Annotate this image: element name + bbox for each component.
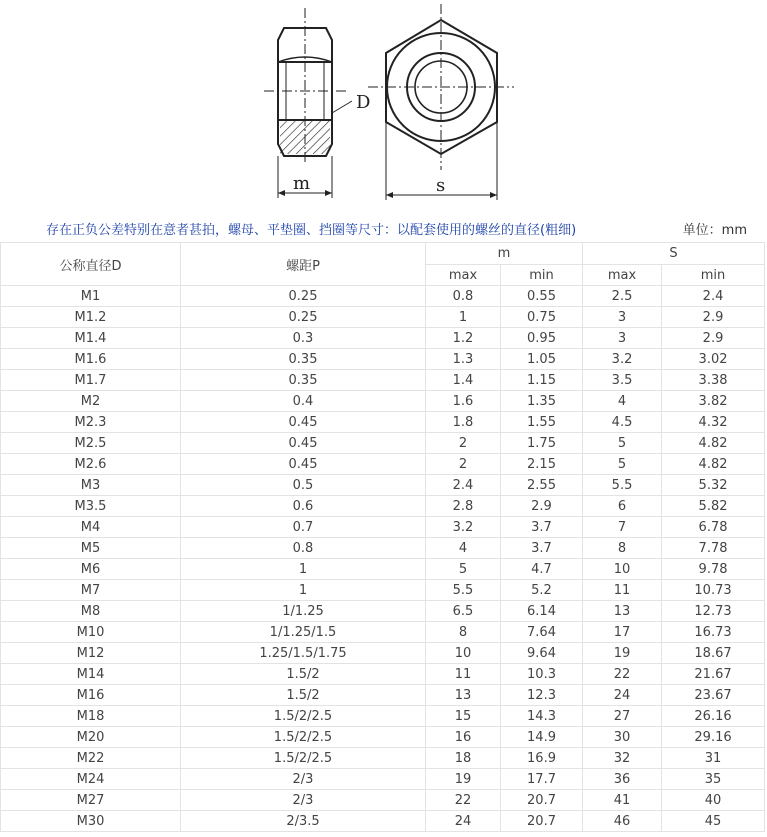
cell-pitch: 0.45 [181, 454, 426, 475]
cell-s-min: 3.82 [662, 391, 765, 412]
cell-pitch: 0.7 [181, 517, 426, 538]
cell-m-min: 20.7 [501, 811, 583, 832]
cell-m-max: 0.8 [426, 286, 501, 307]
cell-s-max: 27 [583, 706, 662, 727]
table-row [1, 475, 765, 496]
cell-s-min: 18.67 [662, 643, 765, 664]
table-header-row [1, 243, 765, 265]
hex-nut-diagram [0, 0, 767, 212]
table-row [1, 601, 765, 622]
cell-pitch: 1/1.25 [181, 601, 426, 622]
cell-pitch: 1.5/2/2.5 [181, 748, 426, 769]
cell-diameter: M20 [1, 727, 181, 748]
cell-m-max: 24 [426, 811, 501, 832]
table-row [1, 391, 765, 412]
cell-pitch: 0.45 [181, 433, 426, 454]
cell-m-min: 2.55 [501, 475, 583, 496]
table-row [1, 748, 765, 769]
table-row [1, 706, 765, 727]
cell-m-min: 14.9 [501, 727, 583, 748]
cell-diameter: M14 [1, 664, 181, 685]
cell-m-max: 2.8 [426, 496, 501, 517]
table-row [1, 559, 765, 580]
cell-s-max: 3 [583, 328, 662, 349]
cell-s-max: 7 [583, 517, 662, 538]
header-m-min: min [501, 265, 583, 286]
cell-s-min: 3.38 [662, 370, 765, 391]
cell-m-min: 14.3 [501, 706, 583, 727]
table-row [1, 370, 765, 391]
cell-m-min: 1.75 [501, 433, 583, 454]
cell-diameter: M10 [1, 622, 181, 643]
table-body [1, 286, 765, 832]
cell-s-min: 4.32 [662, 412, 765, 433]
table-row [1, 328, 765, 349]
cell-diameter: M22 [1, 748, 181, 769]
cell-pitch: 0.6 [181, 496, 426, 517]
cell-diameter: M16 [1, 685, 181, 706]
cell-m-max: 6.5 [426, 601, 501, 622]
table-row [1, 286, 765, 307]
cell-m-max: 11 [426, 664, 501, 685]
header-s: S [583, 243, 765, 265]
cell-pitch: 0.5 [181, 475, 426, 496]
cell-s-min: 31 [662, 748, 765, 769]
cell-diameter: M2.6 [1, 454, 181, 475]
table-row [1, 769, 765, 790]
cell-m-min: 12.3 [501, 685, 583, 706]
cell-s-min: 4.82 [662, 433, 765, 454]
cell-m-min: 16.9 [501, 748, 583, 769]
cell-m-max: 5.5 [426, 580, 501, 601]
header-s-max: max [583, 265, 662, 286]
table-row [1, 538, 765, 559]
cell-diameter: M1.6 [1, 349, 181, 370]
table-row [1, 433, 765, 454]
cell-s-min: 35 [662, 769, 765, 790]
cell-m-min: 2.15 [501, 454, 583, 475]
cell-m-min: 0.75 [501, 307, 583, 328]
cell-m-max: 1.6 [426, 391, 501, 412]
cell-m-max: 15 [426, 706, 501, 727]
cell-m-max: 4 [426, 538, 501, 559]
cell-diameter: M7 [1, 580, 181, 601]
cell-pitch: 0.4 [181, 391, 426, 412]
table-row [1, 643, 765, 664]
cell-m-min: 6.14 [501, 601, 583, 622]
cell-m-max: 1 [426, 307, 501, 328]
cell-m-min: 9.64 [501, 643, 583, 664]
cell-pitch: 0.3 [181, 328, 426, 349]
cell-s-max: 2.5 [583, 286, 662, 307]
cell-s-max: 3.2 [583, 349, 662, 370]
cell-m-min: 3.7 [501, 517, 583, 538]
unit-label: 单位：mm [682, 223, 747, 238]
cell-m-max: 8 [426, 622, 501, 643]
cell-diameter: M12 [1, 643, 181, 664]
header-diameter: 公称直径D [1, 243, 181, 286]
cell-pitch: 2/3 [181, 790, 426, 811]
cell-pitch: 0.35 [181, 349, 426, 370]
hex-nut-drawing [0, 0, 767, 212]
cell-s-min: 5.32 [662, 475, 765, 496]
label-d: D [356, 92, 371, 113]
cell-s-max: 6 [583, 496, 662, 517]
header-m: m [426, 243, 583, 265]
table-row [1, 622, 765, 643]
cell-m-min: 1.05 [501, 349, 583, 370]
table-row [1, 517, 765, 538]
cell-pitch: 2/3 [181, 769, 426, 790]
cell-m-max: 1.4 [426, 370, 501, 391]
cell-pitch: 2/3.5 [181, 811, 426, 832]
cell-s-min: 6.78 [662, 517, 765, 538]
cell-m-max: 3.2 [426, 517, 501, 538]
cell-pitch: 1.5/2/2.5 [181, 727, 426, 748]
cell-m-min: 17.7 [501, 769, 583, 790]
cell-diameter: M1.2 [1, 307, 181, 328]
cell-s-max: 11 [583, 580, 662, 601]
cell-pitch: 1.5/2 [181, 685, 426, 706]
table-row [1, 307, 765, 328]
cell-s-max: 19 [583, 643, 662, 664]
cell-pitch: 1.5/2/2.5 [181, 706, 426, 727]
cell-diameter: M8 [1, 601, 181, 622]
cell-s-min: 29.16 [662, 727, 765, 748]
cell-m-min: 2.9 [501, 496, 583, 517]
cell-s-max: 17 [583, 622, 662, 643]
cell-s-max: 22 [583, 664, 662, 685]
cell-pitch: 1.5/2 [181, 664, 426, 685]
cell-m-max: 16 [426, 727, 501, 748]
cell-m-max: 2 [426, 454, 501, 475]
table-row [1, 664, 765, 685]
cell-s-min: 2.9 [662, 328, 765, 349]
cell-s-max: 8 [583, 538, 662, 559]
cell-pitch: 1/1.25/1.5 [181, 622, 426, 643]
cell-m-min: 0.95 [501, 328, 583, 349]
cell-s-max: 24 [583, 685, 662, 706]
cell-s-max: 32 [583, 748, 662, 769]
table-row [1, 580, 765, 601]
cell-pitch: 0.45 [181, 412, 426, 433]
table-row [1, 811, 765, 832]
cell-s-min: 23.67 [662, 685, 765, 706]
cell-s-max: 3.5 [583, 370, 662, 391]
cell-m-max: 1.2 [426, 328, 501, 349]
cell-pitch: 0.35 [181, 370, 426, 391]
cell-diameter: M2.5 [1, 433, 181, 454]
cell-diameter: M2.3 [1, 412, 181, 433]
cell-m-min: 3.7 [501, 538, 583, 559]
cell-s-min: 2.9 [662, 307, 765, 328]
cell-pitch: 1 [181, 580, 426, 601]
cell-m-max: 13 [426, 685, 501, 706]
cell-s-min: 26.16 [662, 706, 765, 727]
nut-side-view [264, 8, 352, 198]
header-pitch: 螺距P [181, 243, 426, 286]
cell-diameter: M27 [1, 790, 181, 811]
table-row [1, 790, 765, 811]
cell-s-min: 40 [662, 790, 765, 811]
label-s: s [436, 175, 446, 196]
cell-pitch: 0.8 [181, 538, 426, 559]
cell-diameter: M24 [1, 769, 181, 790]
cell-s-min: 12.73 [662, 601, 765, 622]
cell-s-max: 5 [583, 454, 662, 475]
cell-m-min: 5.2 [501, 580, 583, 601]
cell-s-max: 4 [583, 391, 662, 412]
cell-m-max: 22 [426, 790, 501, 811]
cell-diameter: M30 [1, 811, 181, 832]
cell-s-min: 9.78 [662, 559, 765, 580]
cell-m-min: 0.55 [501, 286, 583, 307]
table-row [1, 727, 765, 748]
cell-s-min: 10.73 [662, 580, 765, 601]
cell-s-max: 5.5 [583, 475, 662, 496]
cell-s-max: 10 [583, 559, 662, 580]
cell-diameter: M2 [1, 391, 181, 412]
label-m: m [293, 173, 311, 194]
cell-pitch: 0.25 [181, 307, 426, 328]
cell-diameter: M18 [1, 706, 181, 727]
cell-s-min: 5.82 [662, 496, 765, 517]
cell-s-min: 2.4 [662, 286, 765, 307]
cell-m-min: 10.3 [501, 664, 583, 685]
cell-s-max: 5 [583, 433, 662, 454]
cell-diameter: M3 [1, 475, 181, 496]
cell-diameter: M1 [1, 286, 181, 307]
cell-s-min: 45 [662, 811, 765, 832]
nut-front-view [368, 4, 514, 200]
cell-diameter: M4 [1, 517, 181, 538]
table-row [1, 412, 765, 433]
cell-s-max: 46 [583, 811, 662, 832]
cell-m-min: 7.64 [501, 622, 583, 643]
cell-s-max: 13 [583, 601, 662, 622]
cell-m-min: 20.7 [501, 790, 583, 811]
cell-diameter: M1.4 [1, 328, 181, 349]
cell-pitch: 0.25 [181, 286, 426, 307]
table-row [1, 349, 765, 370]
cell-m-max: 1.8 [426, 412, 501, 433]
cell-pitch: 1.25/1.5/1.75 [181, 643, 426, 664]
nut-spec-table [0, 242, 765, 832]
cell-m-min: 4.7 [501, 559, 583, 580]
table-row [1, 496, 765, 517]
cell-m-max: 18 [426, 748, 501, 769]
table-row [1, 454, 765, 475]
cell-m-max: 1.3 [426, 349, 501, 370]
cell-s-max: 41 [583, 790, 662, 811]
cell-m-min: 1.55 [501, 412, 583, 433]
cell-m-min: 1.15 [501, 370, 583, 391]
cell-s-max: 36 [583, 769, 662, 790]
table-row [1, 685, 765, 706]
cell-pitch: 1 [181, 559, 426, 580]
cell-s-min: 3.02 [662, 349, 765, 370]
cell-s-min: 16.73 [662, 622, 765, 643]
header-s-min: min [662, 265, 765, 286]
cell-diameter: M3.5 [1, 496, 181, 517]
cell-s-min: 4.82 [662, 454, 765, 475]
cell-s-max: 3 [583, 307, 662, 328]
cell-diameter: M6 [1, 559, 181, 580]
notice-bar [0, 216, 767, 240]
cell-diameter: M5 [1, 538, 181, 559]
notice-text: 存在正负公差特别在意者甚拍，螺母、平垫圈、挡圈等尺寸：以配套使用的螺丝的直径(粗细) [46, 223, 577, 238]
cell-m-max: 5 [426, 559, 501, 580]
cell-m-max: 19 [426, 769, 501, 790]
cell-s-min: 7.78 [662, 538, 765, 559]
cell-m-max: 2 [426, 433, 501, 454]
cell-m-max: 10 [426, 643, 501, 664]
cell-diameter: M1.7 [1, 370, 181, 391]
cell-s-max: 4.5 [583, 412, 662, 433]
cell-m-max: 2.4 [426, 475, 501, 496]
cell-s-max: 30 [583, 727, 662, 748]
header-m-max: max [426, 265, 501, 286]
cell-s-min: 21.67 [662, 664, 765, 685]
cell-m-min: 1.35 [501, 391, 583, 412]
